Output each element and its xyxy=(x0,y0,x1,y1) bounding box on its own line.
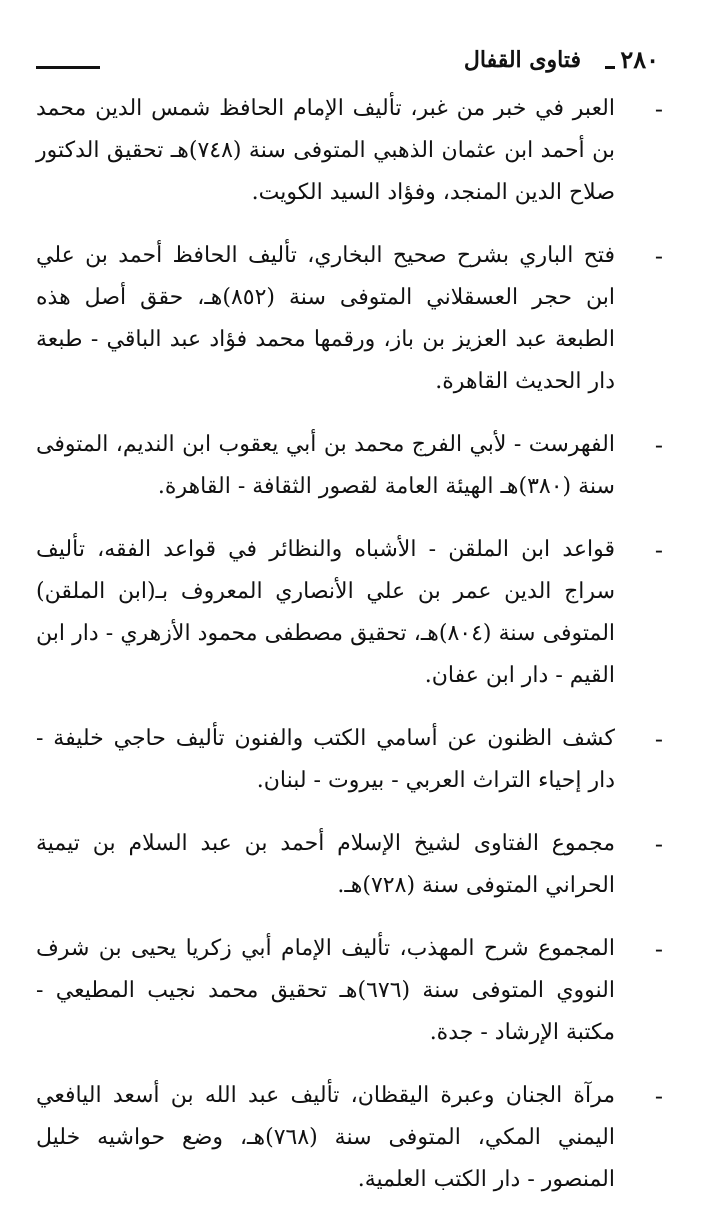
entry-text: العبر في خبر من غبر، تأليف الإمام الحافظ شمس الدين محمد بن أحمد ابن عثمان الذهبي المتوفى سنة (٧٤٨)هـ تحقيق الدكتور صلاح الدين المنجد، وفؤاد السيد الكويت. xyxy=(36,96,615,205)
entry-text: فتح الباري بشرح صحيح البخاري، تأليف الحافظ أحمد بن علي ابن حجر العسقلاني المتوفى سنة (٨٥٢)هـ، حقق أصل هذه الطبعة عبد العزيز بن باز، ورقمها محمد فؤاد عبد الباقي - طبعة دار الحديث القاهرة. xyxy=(36,243,615,394)
bibliography-list xyxy=(36,88,667,1222)
bibliography-entry xyxy=(36,928,667,1054)
entry-text: المجموع شرح المهذب، تأليف الإمام أبي زكريا يحيى بن شرف النووي المتوفى سنة (٦٧٦)هـ تحقيق محمد نجيب المطيعي - مكتبة الإرشاد - جدة. xyxy=(36,936,615,1045)
entry-dash: - xyxy=(654,431,663,459)
bibliography-entry xyxy=(36,424,667,508)
entry-text: الفهرست - لأبي الفرج محمد بن أبي يعقوب ابن النديم، المتوفى سنة (٣٨٠)هـ الهيئة العامة لقصور الثقافة - القاهرة. xyxy=(36,432,615,499)
bibliography-entry xyxy=(36,529,667,697)
entry-dash: - xyxy=(654,830,663,858)
entry-dash: - xyxy=(654,725,663,753)
page-number: ٢٨٠ xyxy=(620,45,659,74)
header-rule-left xyxy=(36,66,100,69)
entry-dash: - xyxy=(654,242,663,270)
entry-text: مجموع الفتاوى لشيخ الإسلام أحمد بن عبد السلام بن تيمية الحراني المتوفى سنة (٧٢٨)هـ. xyxy=(36,831,615,898)
page-header xyxy=(36,42,659,82)
entry-dash: - xyxy=(654,536,663,564)
bibliography-entry xyxy=(36,1075,667,1201)
entry-dash: - xyxy=(654,1082,663,1110)
bibliography-entry xyxy=(36,718,667,802)
entry-text: قواعد ابن الملقن - الأشباه والنظائر في قواعد الفقه، تأليف سراج الدين عمر بن علي الأنصاري المعروف بـ(ابن الملقن) المتوفى سنة (٨٠٤)هـ، تحقيق مصطفى محمود الأزهري - دار ابن القيم - دار ابن عفان. xyxy=(36,537,616,688)
bibliography-entry xyxy=(36,235,667,403)
bibliography-entry xyxy=(36,823,667,907)
header-rule-right xyxy=(605,66,615,69)
entry-dash: - xyxy=(654,95,663,123)
entry-text: كشف الظنون عن أسامي الكتب والفنون تأليف حاجي خليفة - دار إحياء التراث العربي - بيروت - لبنان. xyxy=(36,726,615,793)
running-title: فتاوى القفال xyxy=(463,47,581,73)
entry-dash: - xyxy=(654,935,663,963)
bibliography-entry xyxy=(36,88,667,214)
entry-text: مرآة الجنان وعبرة اليقظان، تأليف عبد الله بن أسعد اليافعي اليمني المكي، المتوفى سنة (٧٦٨)هـ، وضع حواشيه خليل المنصور - دار الكتب العلمية. xyxy=(36,1083,615,1192)
